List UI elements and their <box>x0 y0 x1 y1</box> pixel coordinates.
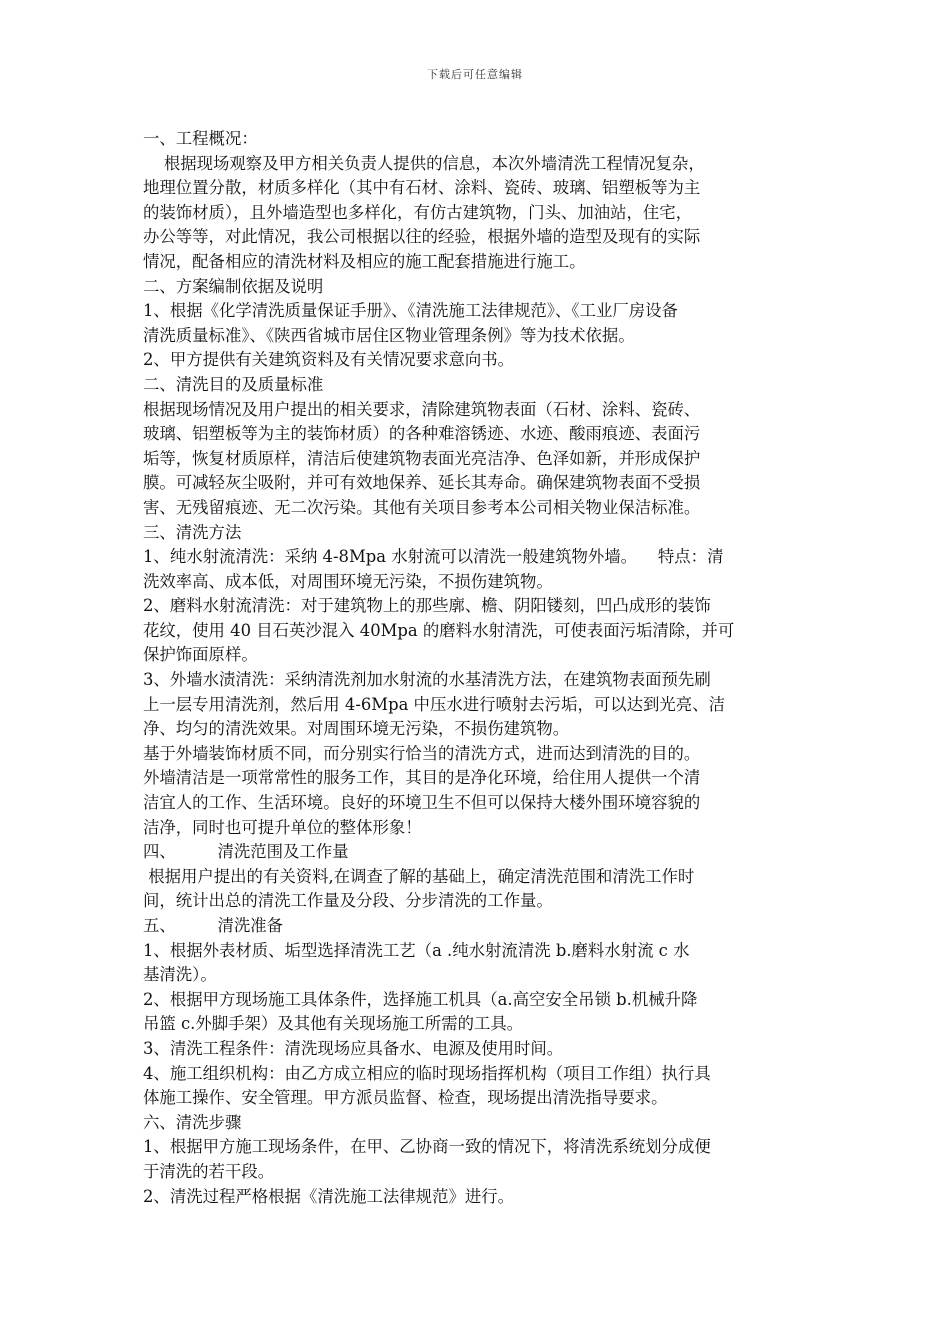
paragraph-line: 基于外墙装饰材质不同，而分别实行恰当的清洗方式，进而达到清洗的目的。 <box>143 743 701 763</box>
paragraph-line: 洗效率高、成本低，对周围环境无污染，不损伤建筑物。 <box>143 571 553 591</box>
paragraph-line: 地理位置分散，材质多样化（其中有石材、涂料、瓷砖、玻璃、铝塑板等为主 <box>143 178 701 198</box>
paragraph-line: 根据用户提出的有关资料,在调查了解的基础上，确定清洗范围和清洗工作时 <box>143 866 695 886</box>
paragraph-line: 垢等，恢复材质原样，清洁后使建筑物表面光亮洁净、色泽如新，并形成保护 <box>143 448 701 468</box>
paragraph-line: 2、磨料水射流清洗：对于建筑物上的那些廓、檐、阴阳镂刻，凹凸成形的装饰 <box>143 596 711 616</box>
paragraph-line: 3、清洗工程条件：清洗现场应具备水、电源及使用时间。 <box>143 1038 564 1058</box>
paragraph-line: 保护饰面原样。 <box>143 645 258 665</box>
paragraph-line: 2、甲方提供有关建筑资料及有关情况要求意向书。 <box>143 350 515 370</box>
paragraph-line: 净、均匀的清洗效果。对周围环境无污染，不损伤建筑物。 <box>143 719 570 739</box>
section-heading-basis: 二、方案编制依据及说明 <box>143 276 324 296</box>
section-heading-steps: 六、清洗步骤 <box>143 1112 242 1132</box>
paragraph-line: 1、根据外表材质、垢型选择清洗工艺（a .纯水射流清洗 b.磨料水射流 c 水 <box>143 940 690 960</box>
paragraph-line: 情况，配备相应的清洗材料及相应的施工配套措施进行施工。 <box>143 251 586 271</box>
paragraph-line: 4、施工组织机构：由乙方成立相应的临时现场指挥机构（项目工作组）执行具 <box>143 1063 711 1083</box>
paragraph-line: 3、外墙水渍清洗：采纳清洗剂加水射流的水基清洗方法，在建筑物表面预先刷 <box>143 670 711 690</box>
section-heading-methods: 三、清洗方法 <box>143 522 242 542</box>
paragraph-line: 膜。可减轻灰尘吸附，并可有效地保养、延长其寿命。确保建筑物表面不受损 <box>143 473 701 493</box>
document-body <box>143 127 813 1209</box>
paragraph-line: 玻璃、铝塑板等为主的装饰材质）的各种难溶锈迹、水迹、酸雨痕迹、表面污 <box>143 424 701 444</box>
paragraph-line: 间，统计出总的清洗工作量及分段、分步清洗的工作量。 <box>143 891 553 911</box>
paragraph-line: 花纹，使用 40 目石英沙混入 40Mpa 的磨料水射清洗，可使表面污垢清除，并可 <box>143 620 735 640</box>
paragraph-line: 害、无残留痕迹、无二次污染。其他有关项目参考本公司相关物业保洁标准。 <box>143 497 701 517</box>
section-heading-preparation: 五、 清洗准备 <box>143 916 284 935</box>
paragraph-line: 的装饰材质），且外墙造型也多样化，有仿古建筑物，门头、加油站，住宅， <box>143 202 693 222</box>
paragraph-line: 2、根据甲方现场施工具体条件，选择施工机具（a.高空安全吊锁 b.机械升降 <box>143 989 698 1009</box>
paragraph-line: 办公等等，对此情况，我公司根据以往的经验，根据外墙的造型及现有的实际 <box>143 227 701 247</box>
paragraph-line: 洁净，同时也可提升单位的整体形象！ <box>143 817 422 837</box>
section-heading-quality: 二、清洗目的及质量标准 <box>143 374 324 394</box>
paragraph-line: 1、纯水射流清洗：采纳 4-8Mpa 水射流可以清洗一般建筑物外墙。 特点：清 <box>143 547 724 567</box>
section-heading-overview: 一、工程概况： <box>143 129 258 148</box>
paragraph-line: 洁宜人的工作、生活环境。良好的环境卫生不但可以保持大楼外围环境容貌的 <box>143 793 701 813</box>
paragraph-line: 吊篮 c.外脚手架）及其他有关现场施工所需的工具。 <box>143 1014 524 1034</box>
paragraph-line: 根据现场观察及甲方相关负责人提供的信息，本次外墙清洗工程情况复杂， <box>143 153 705 173</box>
paragraph-line: 2、清洗过程严格根据《清洗施工法律规范》进行。 <box>143 1186 515 1206</box>
paragraph-line: 基清洗）。 <box>143 965 217 985</box>
paragraph-line: 体施工操作、安全管理。甲方派员监督、检查，现场提出清洗指导要求。 <box>143 1088 668 1108</box>
paragraph-line: 1、根据甲方施工现场条件，在甲、乙协商一致的情况下，将清洗系统划分成便 <box>143 1137 711 1157</box>
paragraph-line: 外墙清洁是一项常常性的服务工作，其目的是净化环境，给住用人提供一个清 <box>143 768 701 788</box>
paragraph-line: 于清洗的若干段。 <box>143 1161 275 1181</box>
paragraph-line: 1、根据《化学清洗质量保证手册》、《清洗施工法律规范》、《工业厂房设备 <box>143 301 678 321</box>
paragraph-line: 清洗质量标准》、《陕西省城市居住区物业管理条例》等为技术依据。 <box>143 325 635 345</box>
paragraph-line: 根据现场情况及用户提出的相关要求，清除建筑物表面（石材、涂料、瓷砖、 <box>143 399 701 419</box>
page-header-note: 下载后可任意编辑 <box>427 68 523 81</box>
paragraph-line: 上一层专用清洗剂，然后用 4-6Mpa 中压水进行喷射去污垢，可以达到光亮、洁 <box>143 694 725 714</box>
section-heading-scope: 四、 清洗范围及工作量 <box>143 842 349 862</box>
